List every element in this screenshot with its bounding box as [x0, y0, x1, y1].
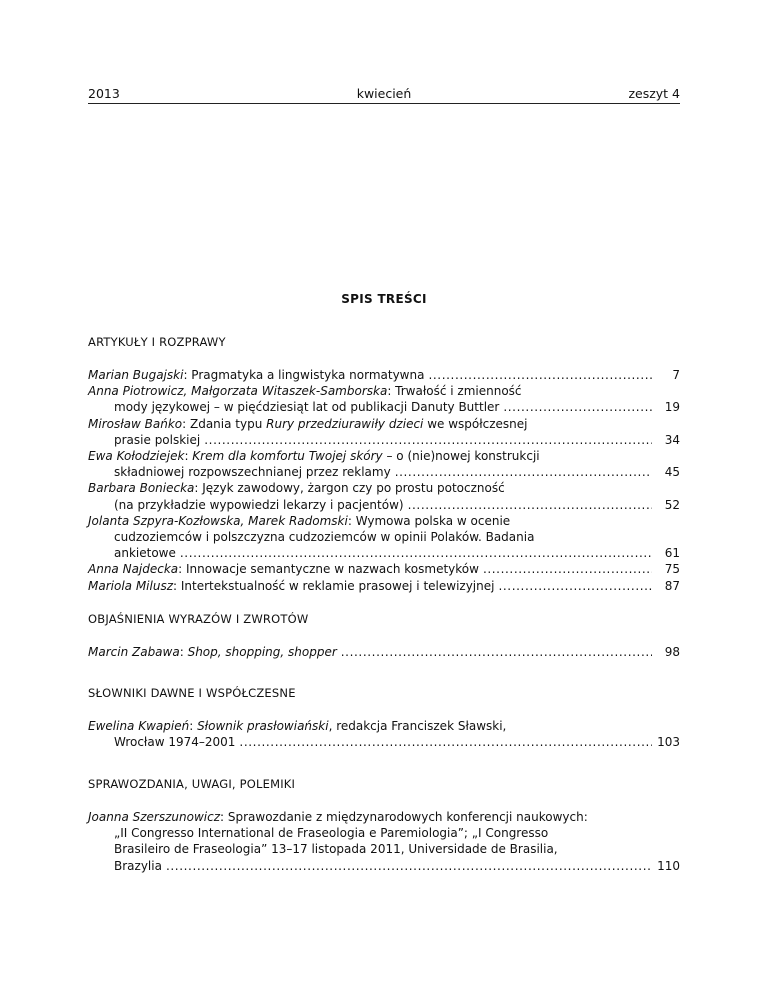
entry-author: Mariola Milusz: [88, 578, 173, 593]
entry-page: 7: [672, 368, 680, 382]
toc-entry: Marian Bugajski: Pragmatyka a lingwistyka normatywna ..... 7: [88, 367, 680, 383]
entry-title-cont: Brazylia: [114, 858, 162, 873]
entry-page: 103: [657, 735, 680, 750]
entry-title-cont: (na przykładzie wypowiedzi lekarzy i pacjentów): [114, 497, 404, 512]
entry-author: Mirosław Bańko: [88, 416, 183, 431]
toc-entry: Barbara Boniecka: Język zawodowy, żargon czy po prostu potoczność (na przykładzie wypowiedzi lekarzy i pacjentów) ..... 52: [88, 480, 680, 512]
toc-entry: Mariola Milusz: Intertekstualność w reklamie prasowej i telewizyjnej ..... 87: [88, 578, 680, 594]
entry-page: 87: [664, 578, 680, 593]
leader-dots: [180, 545, 652, 561]
entry-title-cont: prasie polskiej: [114, 432, 201, 447]
toc-entry: Ewa Kołodziejek: Krem dla komfortu Twojej skóry – o (nie)nowej konstrukcji składniowej rozpowszechnianej przez reklamy ..... 45: [88, 448, 680, 480]
leader-dots: [483, 561, 652, 577]
entry-title-italic: Krem dla komfortu Twojej skóry: [192, 449, 383, 464]
leader-dots: [428, 367, 652, 383]
section-reports: [88, 777, 680, 874]
entry-title-cont: Brasileiro de Fraseologia” 13–17 listopada 2011, Universidade de Brasilia,: [114, 842, 558, 857]
running-header: [88, 86, 680, 104]
entry-author: Anna Najdecka: [88, 562, 179, 577]
entry-title-cont: Wrocław 1974–2001: [114, 735, 236, 750]
entry-author: Joanna Szerszunowicz: [88, 810, 220, 824]
section-explanations: [88, 612, 680, 660]
entry-author: Marcin Zabawa: [88, 645, 180, 659]
toc-entry: Ewelina Kwapień: Słownik prasłowiański, redakcja Franciszek Sławski, Wrocław 1974–2001 ..... 103: [88, 718, 680, 750]
entry-author: Anna Piotrowicz, Małgorzata Witaszek-Samborska: [88, 384, 388, 399]
entry-title: Wymowa polska w ocenie: [355, 513, 511, 528]
toc-entry: Anna Najdecka: Innowacje semantyczne w nazwach kosmetyków ..... 75: [88, 561, 680, 577]
entry-title-italic: Słownik prasłowiański: [197, 719, 329, 733]
entry-page: 75: [664, 562, 680, 577]
entry-author: Barbara Boniecka: [88, 481, 195, 496]
entry-title-cont: mody językowej – w pięćdziesiąt lat od publikacji Danuty Buttler: [114, 400, 500, 415]
leader-dots: [503, 399, 652, 415]
header-month: kwiecień: [356, 86, 412, 101]
entry-page: 98: [664, 645, 680, 659]
leader-dots: [408, 497, 652, 513]
entry-page: 52: [664, 497, 680, 512]
toc-entry: Anna Piotrowicz, Małgorzata Witaszek-Samborska: Trwałość i zmienność mody językowej – w pięćdziesiąt lat od publikacji Danuty Buttler ..... 19: [88, 383, 680, 415]
entry-author: Ewelina Kwapień: [88, 719, 190, 733]
entry-title: Sprawozdanie z międzynarodowych konferencji naukowych:: [227, 810, 588, 824]
entry-page: 19: [664, 400, 680, 415]
document-page: [88, 0, 680, 994]
entry-title-italic: Rury przedziurawiły dzieci: [266, 416, 424, 431]
header-issue: zeszyt 4: [628, 86, 680, 101]
entry-title: Pragmatyka a lingwistyka normatywna: [191, 368, 425, 382]
entry-title-after: we współczesnej: [423, 416, 528, 431]
entry-title-cont: ankietowe: [114, 546, 176, 561]
entry-author: Marian Bugajski: [88, 368, 184, 382]
entry-title-cont: cudzoziemców i polszczyzna cudzoziemców w opinii Polaków. Badania: [114, 530, 535, 545]
section-heading: SŁOWNIKI DAWNE I WSPÓŁCZESNE: [88, 686, 296, 700]
leader-dots: [166, 858, 652, 874]
toc-entry: Marcin Zabawa: Shop, shopping, shopper ..... 98: [88, 644, 680, 660]
header-rule: [88, 103, 680, 104]
toc-entry: Joanna Szerszunowicz: Sprawozdanie z międzynarodowych konferencji naukowych: „II Congresso International de Fraseologia e Paremiologia”; „I Congresso Brasileiro de Fraseologia” 13–17 listopada 2011, Universidade de Brasilia, Brazylia ..... 110: [88, 809, 680, 874]
section-articles: [88, 335, 680, 594]
entry-title-cont: składniowej rozpowszechnianej przez reklamy: [114, 465, 391, 480]
leader-dots: [204, 432, 652, 448]
section-heading: SPRAWOZDANIA, UWAGI, POLEMIKI: [88, 777, 296, 791]
entry-author: Ewa Kołodziejek: [88, 449, 185, 464]
leader-dots: [341, 644, 652, 660]
entry-page: 45: [664, 465, 680, 480]
leader-dots: [498, 578, 652, 594]
leader-dots: [239, 734, 652, 750]
section-dictionaries: [88, 686, 680, 750]
entry-page: 61: [664, 546, 680, 561]
leader-dots: [395, 464, 652, 480]
entry-title-after: – o (nie)nowej konstrukcji: [382, 449, 540, 464]
entry-title-cont: „II Congresso International de Fraseologia e Paremiologia”; „I Congresso: [114, 826, 549, 841]
page-title: SPIS TREŚCI: [341, 292, 427, 306]
toc-entry: Mirosław Bańko: Zdania typu Rury przedziurawiły dzieci we współczesnej prasie polskiej ..... 34: [88, 416, 680, 448]
entry-page: 110: [657, 858, 680, 873]
toc-entry: Jolanta Szpyra-Kozłowska, Marek Radomski: Wymowa polska w ocenie cudzoziemców i polszczyzna cudzoziemców w opinii Polaków. Badania ankietowe ..... 61: [88, 513, 680, 562]
section-heading: OBJAŚNIENIA WYRAZÓW I ZWROTÓW: [88, 612, 309, 626]
entry-title: Innowacje semantyczne w nazwach kosmetyków: [186, 562, 479, 577]
entry-page: 34: [664, 432, 680, 447]
entry-author: Jolanta Szpyra-Kozłowska, Marek Radomski: [88, 513, 348, 528]
entry-title: Trwałość i zmienność: [395, 384, 522, 399]
header-year: 2013: [88, 86, 120, 101]
entry-title-italic: Shop, shopping, shopper: [187, 645, 337, 659]
entry-title: Intertekstualność w reklamie prasowej i telewizyjnej: [180, 578, 495, 593]
entry-title-after: , redakcja Franciszek Sławski,: [328, 719, 507, 733]
entry-title: Język zawodowy, żargon czy po prostu potoczność: [202, 481, 505, 496]
entry-title: Zdania typu: [189, 416, 267, 431]
section-heading: ARTYKUŁY I ROZPRAWY: [88, 335, 226, 349]
